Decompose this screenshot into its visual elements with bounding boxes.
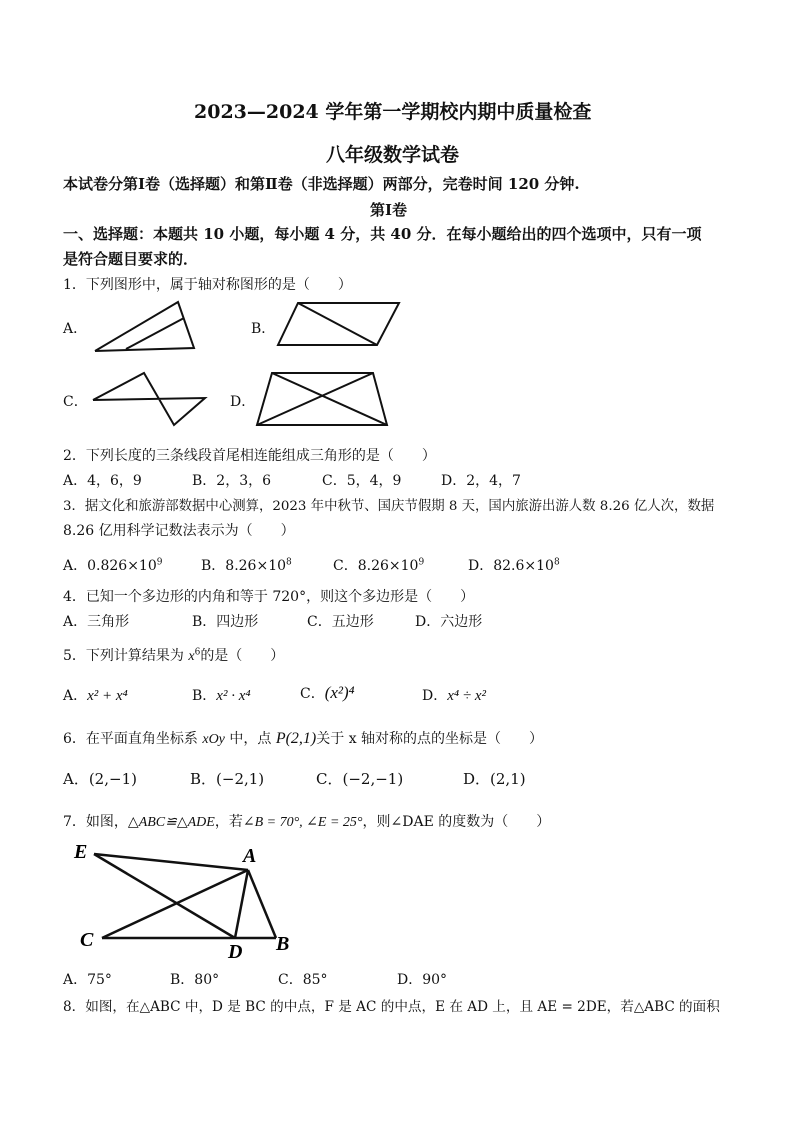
- q2-stem: 2．下列长度的三条线段首尾相连能组成三角形的是（ ）: [63, 448, 436, 464]
- exam-intro: 本试卷分第Ⅰ卷（选择题）和第Ⅱ卷（非选择题）两部分，完卷时间 120 分钟.: [63, 175, 580, 193]
- q1-option-a: A．: [63, 321, 88, 337]
- section1-line2: 是符合题目要求的．: [63, 250, 199, 268]
- q8-stem: 8．如图，在△ABC 中，D 是 BC 的中点，F 是 AC 的中点，E 在 AD 上，且 AE = 2DE，若△ABC 的面积: [63, 999, 720, 1015]
- q3-option-d: D．$82.6\times 10^8$: [468, 557, 560, 574]
- section1-line1: 一、选择题：本题共 10 小题，每小题 4 分，共 40 分．在每小题给出的四个选项中，只有一项: [63, 225, 702, 243]
- q4-option-d: D．六边形: [415, 614, 483, 630]
- q6-option-a: A．(2,−1): [63, 770, 137, 788]
- q1-figure-a: [90, 296, 210, 354]
- segment-ab: [248, 870, 276, 938]
- q4-option-a: A．三角形: [63, 614, 130, 630]
- point-label-a: A: [243, 845, 257, 867]
- q1-figure-c: [90, 370, 210, 428]
- q4-option-c: C．五边形: [307, 614, 374, 630]
- q2-option-c: C．5，4，9: [322, 473, 402, 489]
- q4-stem: 4．已知一个多边形的内角和等于 720°，则这个多边形是（ ）: [63, 589, 475, 605]
- exam-title: 2023—2024 学年第一学期校内期中质量检查: [194, 101, 592, 123]
- segment-ca: [102, 870, 248, 938]
- q7-option-b: B．80°: [170, 972, 220, 988]
- q7-option-c: C．85°: [278, 972, 328, 988]
- q5-option-b: B．x² · x⁴: [192, 688, 251, 704]
- q5-option-d: D．x⁴ ÷ x²: [422, 688, 486, 704]
- point-label-d: D: [228, 941, 243, 963]
- q5-option-a: A．x² + x⁴: [63, 688, 128, 704]
- q1-option-d: D．: [230, 394, 256, 410]
- q7-option-d: D．90°: [397, 972, 448, 988]
- q4-option-b: B．四边形: [192, 614, 259, 630]
- point-label-b: B: [276, 933, 290, 955]
- q2-option-d: D．2，4，7: [441, 473, 521, 489]
- q6-option-d: D．(2,1): [463, 770, 526, 788]
- segment-ad: [235, 870, 248, 938]
- q7-option-a: A．75°: [63, 972, 112, 988]
- q6-option-c: C．(−2,−1): [316, 770, 404, 788]
- q3-line1: 3．据文化和旅游部数据中心测算，2023 年中秋节、国庆节假期 8 天，国内旅游出游人数 8.26 亿人次，数据: [63, 499, 715, 514]
- q5-stem: 5．下列计算结果为 $x^6$的是（ ）: [63, 647, 285, 664]
- q1-figure-d: [255, 370, 390, 428]
- q3-option-c: C．$8.26\times 10^9$: [333, 557, 425, 574]
- q2-option-b: B．2，3，6: [192, 473, 272, 489]
- q1-figure-b: [276, 300, 401, 348]
- q2-option-a: A．4，6，9: [63, 473, 142, 489]
- q3-line2: 8.26 亿用科学记数法表示为（ ）: [63, 523, 295, 539]
- q5-option-c: C．(x²)⁴: [300, 683, 355, 702]
- q7-stem: 7．如图，△ABC≌△ADE，若∠B = 70°, ∠E = 25°，则∠DAE 的度数为（ ）: [63, 814, 551, 830]
- q3-option-a: A．$0.826\times 10^9$: [63, 557, 163, 574]
- q1-stem: 1．下列图形中，属于轴对称图形的是（ ）: [63, 277, 352, 293]
- point-label-c: C: [80, 929, 94, 951]
- q1-option-c: C．: [63, 394, 88, 410]
- point-label-e: E: [74, 841, 88, 863]
- q3-option-b: B．$8.26\times 10^8$: [201, 557, 292, 574]
- q7-figure: [70, 840, 300, 963]
- volume-heading: 第Ⅰ卷: [370, 201, 408, 219]
- exam-subtitle: 八年级数学试卷: [326, 144, 460, 166]
- q1-option-b: B．: [251, 321, 276, 337]
- q6-stem: 6．在平面直角坐标系 xOy 中，点 P(2,1)关于 x 轴对称的点的坐标是（ ）: [63, 730, 544, 747]
- q6-option-b: B．(−2,1): [190, 770, 265, 788]
